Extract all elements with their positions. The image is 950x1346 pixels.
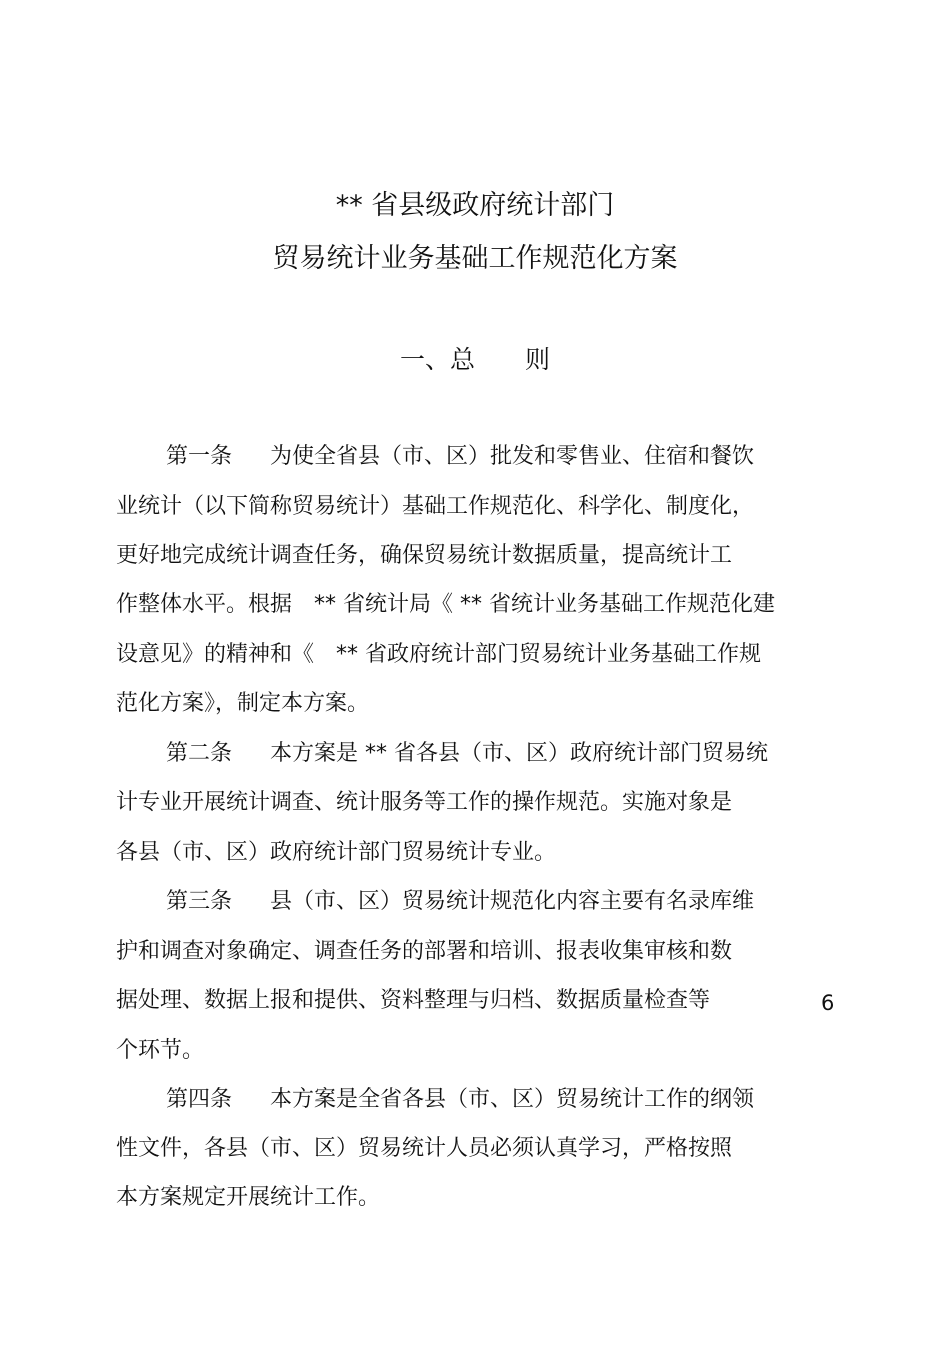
article-1-line: 设意见》的精神和《 ** 省政府统计部门贸易统计业务基础工作规: [116, 642, 761, 667]
article-2-label: 第二条: [166, 741, 233, 766]
article-1-line: 业统计（以下简称贸易统计）基础工作规范化、科学化、制度化，: [116, 494, 755, 519]
page-marker: 6: [821, 991, 835, 1015]
article-2-text: 本方案是 ** 省各县（市、区）政府统计部门贸易统: [270, 741, 768, 766]
article-1-line: 作整体水平。根据 ** 省统计局《 ** 省统计业务基础工作规范化建: [116, 592, 775, 617]
article-1-line: 更好地完成统计调查任务，确保贸易统计数据质量，提高统计工: [116, 543, 733, 568]
article-3-first-line: [166, 891, 754, 913]
article-4-label: 第四条: [166, 1087, 233, 1112]
article-3-text: 县（市、区）贸易统计规范化内容主要有名录库维: [270, 889, 755, 914]
article-1-line: 范化方案》，制定本方案。: [116, 691, 370, 716]
article-2-line: 各县（市、区）政府统计部门贸易统计专业。: [116, 840, 557, 865]
article-1-text: 为使全省县（市、区）批发和零售业、住宿和餐饮: [270, 444, 755, 469]
article-4-line: 本方案规定开展统计工作。: [116, 1185, 381, 1210]
article-4-text: 本方案是全省各县（市、区）贸易统计工作的纲领: [270, 1087, 755, 1112]
article-4-first-line: [166, 1089, 754, 1111]
article-3-line: 护和调查对象确定、调查任务的部署和培训、报表收集审核和数: [116, 939, 733, 964]
article-3-line: 据处理、数据上报和提供、资料整理与归档、数据质量检查等: [116, 988, 711, 1013]
document-title-line-2: 贸易统计业务基础工作规范化方案: [272, 243, 678, 274]
article-1-first-line: [166, 446, 754, 468]
article-1-label: 第一条: [166, 444, 233, 469]
article-4-line: 性文件，各县（市、区）贸易统计人员必须认真学习，严格按照: [116, 1136, 733, 1161]
article-3-label: 第三条: [166, 889, 233, 914]
document-title-line-1: ** 省县级政府统计部门: [335, 190, 615, 221]
article-3-line: 个环节。: [116, 1038, 205, 1063]
article-2-first-line: [166, 743, 768, 765]
article-2-line: 计专业开展统计调查、统计服务等工作的操作规范。实施对象是: [116, 790, 733, 815]
section-heading: 一、总 则: [399, 345, 550, 374]
